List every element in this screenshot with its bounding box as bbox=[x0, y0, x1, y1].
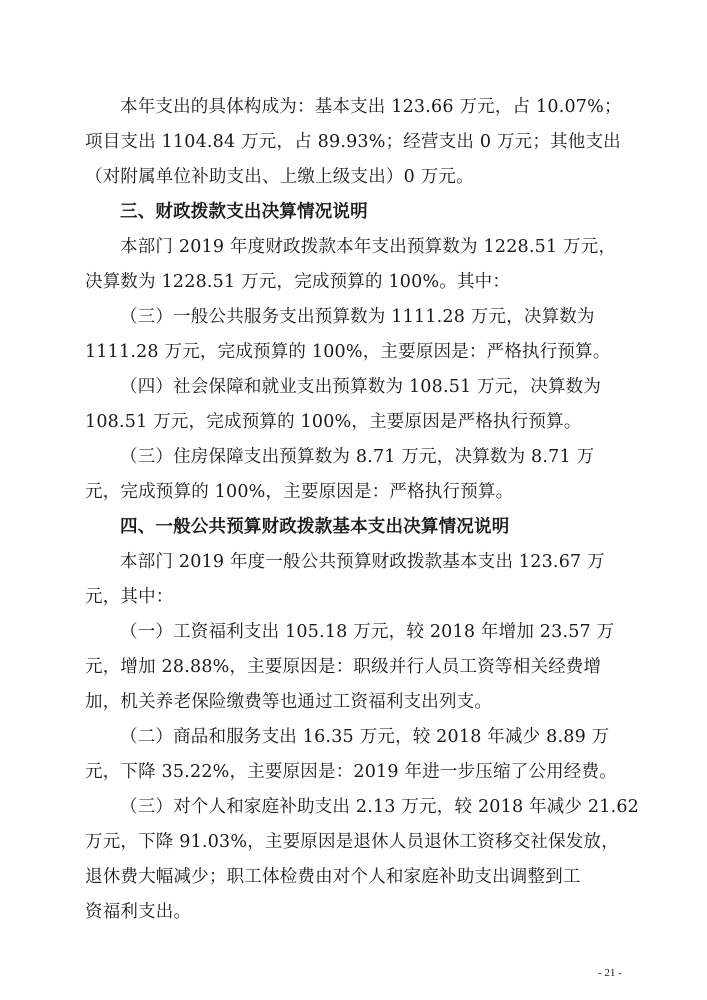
paragraph-line: 108.51 万元，完成预算的 100%，主要原因是严格执行预算。 bbox=[85, 412, 582, 432]
paragraph-line: （三）对个人和家庭补助支出 2.13 万元，较 2018 年减少 21.62 bbox=[120, 797, 640, 817]
paragraph-line: 退休费大幅减少；职工体检费由对个人和家庭补助支出调整到工 bbox=[85, 867, 581, 887]
paragraph-line: （四）社会保障和就业支出预算数为 108.51 万元，决算数为 bbox=[120, 377, 602, 397]
paragraph-line: （一）工资福利支出 105.18 万元，较 2018 年增加 23.57 万 bbox=[120, 622, 615, 642]
section-heading: 三、财政拨款支出决算情况说明 bbox=[120, 202, 368, 222]
paragraph-line: 本年支出的具体构成为：基本支出 123.66 万元，占 10.07%； bbox=[120, 97, 622, 117]
paragraph-line: （二）商品和服务支出 16.35 万元，较 2018 年减少 8.89 万 bbox=[120, 727, 610, 747]
paragraph-line: 本部门 2019 年度财政拨款本年支出预算数为 1228.51 万元， bbox=[120, 237, 617, 257]
section-heading: 四、一般公共预算财政拨款基本支出决算情况说明 bbox=[120, 517, 510, 537]
paragraph-line: 1111.28 万元，完成预算的 100%，主要原因是：严格执行预算。 bbox=[85, 342, 611, 362]
page-number: - 21 - bbox=[598, 967, 622, 979]
paragraph-line: 元，其中： bbox=[85, 587, 174, 607]
paragraph-line: （对附属单位补助支出、上缴上级支出）0 万元。 bbox=[85, 167, 474, 187]
paragraph-line: 项目支出 1104.84 万元，占 89.93%；经营支出 0 万元；其他支出 bbox=[85, 132, 621, 152]
paragraph-line: 加，机关养老保险缴费等也通过工资福利支出列支。 bbox=[85, 692, 493, 712]
paragraph-line: （三）一般公共服务支出预算数为 1111.28 万元，决算数为 bbox=[120, 307, 595, 327]
paragraph-line: 元，增加 28.88%，主要原因是：职级并行人员工资等相关经费增 bbox=[85, 657, 602, 677]
paragraph-line: 本部门 2019 年度一般公共预算财政拨款基本支出 123.67 万 bbox=[120, 552, 605, 572]
paragraph-line: 元，下降 35.22%，主要原因是：2019 年进一步压缩了公用经费。 bbox=[85, 762, 617, 782]
paragraph-line: 元，完成预算的 100%，主要原因是：严格执行预算。 bbox=[85, 482, 514, 502]
paragraph-line: （三）住房保障支出预算数为 8.71 万元，决算数为 8.71 万 bbox=[120, 447, 595, 467]
paragraph-line: 万元，下降 91.03%，主要原因是退休人员退休工资移交社保发放， bbox=[85, 832, 619, 852]
paragraph-line: 决算数为 1228.51 万元，完成预算的 100%。其中： bbox=[85, 272, 511, 292]
paragraph-line: 资福利支出。 bbox=[85, 902, 192, 922]
